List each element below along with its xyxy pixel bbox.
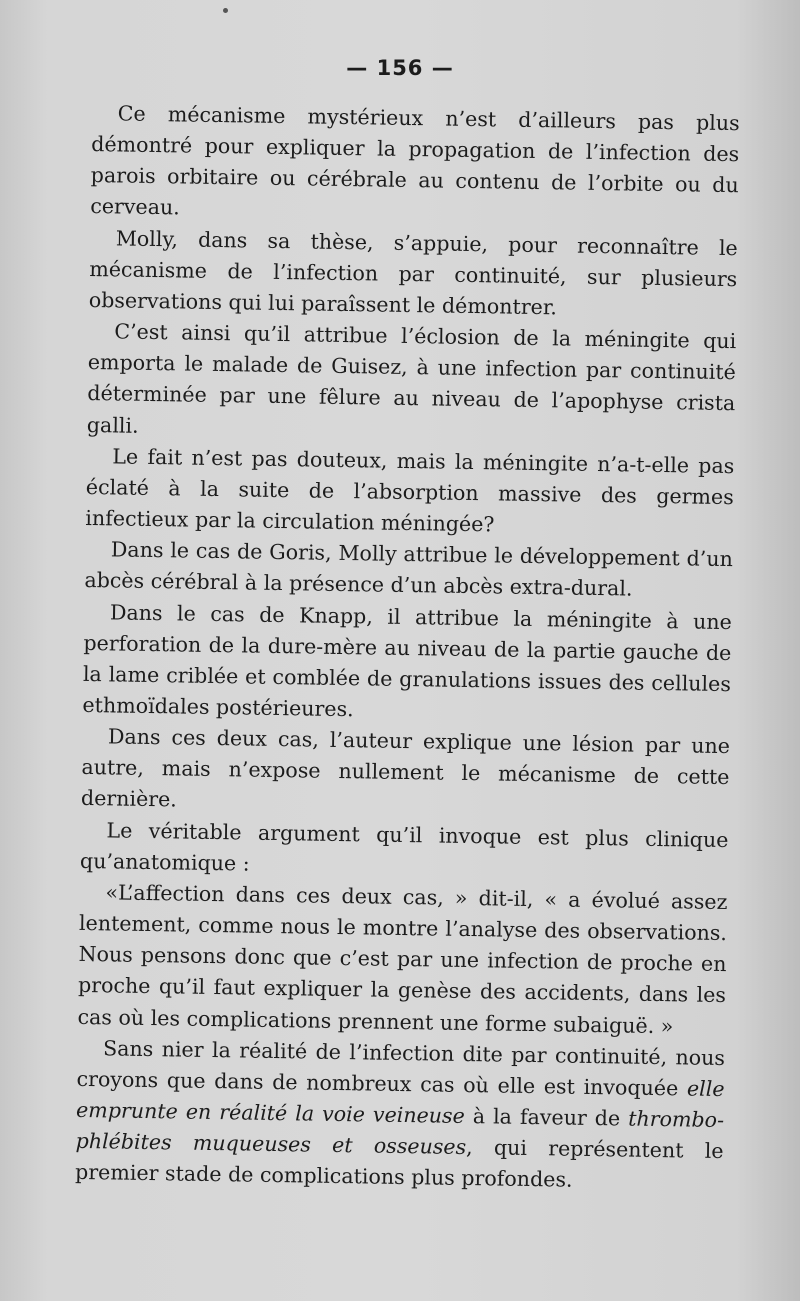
paragraph-10-italic-1: elle emprunte en réalité la voie veineuse: [75, 1076, 725, 1128]
paragraph-3: C’est ainsi qu’il attribue l’éclosion de la méningite qui emporta le malade de Guisez, à une infection par continuité déterminée par une fêlure au niveau de l’apophyse crista galli.: [86, 319, 737, 438]
ink-speck: [223, 8, 228, 13]
paragraph-9-quote: «L’affection dans ces deux cas, » dit-il, « a évolué assez lentement, comme nous le montre l’analyse des observations. Nous pensons donc que c’est par une infection de proche en proche qu’il faut expliquer la genèse des accidents, dans les cas où les complications prennent une forme subaiguë. »: [77, 880, 728, 1038]
paragraph-6: Dans le cas de Knapp, il attribue la méningite à une perforation de la dure-mère au niveau de la partie gauche de la lame criblée et comblée de granulations issues des cellules ethmoïdales postérieures.: [82, 599, 733, 722]
paragraph-5: Dans le cas de Goris, Molly attribue le développement d’un abcès cérébral à la présence d’un abcès extra-dural.: [84, 537, 734, 601]
paragraph-10-middle: à la faveur de: [464, 1103, 629, 1131]
paragraph-8: Le véritable argument qu’il invoque est plus clinique qu’anatomique :: [79, 817, 729, 876]
paragraph-10-after: , qui représentent le premier stade de complications plus profondes.: [74, 1135, 724, 1192]
paragraph-7: Dans ces deux cas, l’auteur explique une lésion par une autre, mais n’expose nullement le mécanisme de cette dernière.: [80, 724, 731, 812]
paragraph-10-before: Sans nier la réalité de l’infection dite par continuité, nous croyons que dans de nombreux cas où elle est invoquée: [76, 1035, 726, 1101]
paragraph-2: Molly, dans sa thèse, s’appuie, pour reconnaître le mécanisme de l’infection par continuité, sur plusieurs observations qui lui paraîssent le démontrer.: [88, 226, 738, 320]
paragraph-10: [75, 1033, 725, 1199]
body-text: [75, 98, 740, 1199]
page-number: — 156 —: [346, 56, 454, 80]
paragraph-10-italic-2: thrombo-phlébites muqueuses et osseuses: [75, 1106, 725, 1160]
paragraph-1: Ce mécanisme mystérieux n’est d’ailleurs pas plus démontré pour expliquer la propagation de l’infection des parois orbitaire ou cérébrale au contenu de l’orbite ou du cerveau.: [90, 101, 740, 220]
paragraph-4: Le fait n’est pas douteux, mais la méningite n’a-t-elle pas éclaté à la suite de l’absorption massive des germes infectieux par la circulation méningée?: [85, 444, 735, 537]
